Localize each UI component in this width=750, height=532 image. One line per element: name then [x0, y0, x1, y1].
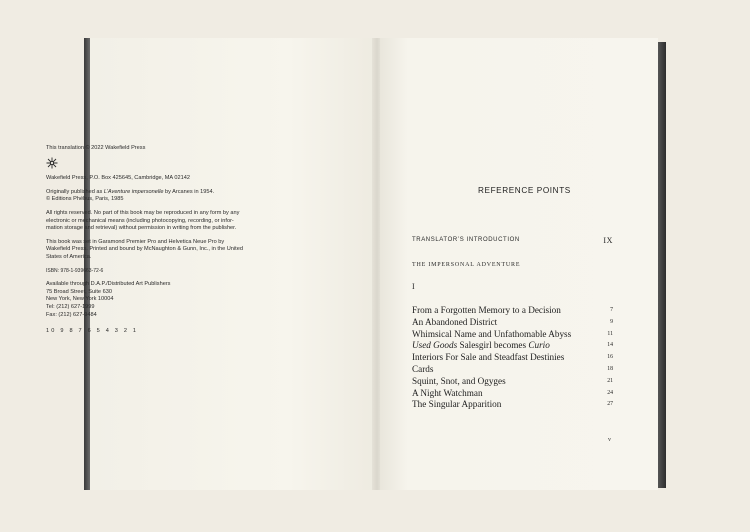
toc-entry	[412, 317, 613, 329]
toc-entry-page: 11	[607, 330, 613, 337]
toc-section-title: THE IMPERSONAL ADVENTURE	[412, 262, 521, 268]
toc-entry-page: 18	[607, 365, 613, 372]
rights-line-1: All rights reserved. No part of this book may be reproduced in any form by any	[46, 209, 240, 216]
toc-entry	[412, 305, 613, 317]
toc-entry-title: An Abandoned District	[412, 316, 498, 327]
toc-entry	[412, 388, 613, 400]
distributor-line-1: Available through D.A.P./Distributed Art Publishers	[46, 281, 171, 288]
toc-entry-title: From a Forgotten Memory to a Decision	[412, 305, 561, 315]
toc-entry-title: Cards	[412, 363, 434, 374]
toc-entry-page: 24	[607, 389, 613, 396]
toc-entry-title: Salesgirl becomes	[457, 340, 529, 351]
toc-entry-page: 7	[610, 307, 613, 313]
translation-line: This translation © 2022 Wakefield Press	[46, 145, 146, 151]
publisher-address: Wakefield Press, P.O. Box 425645, Cambridge, MA 02142	[46, 175, 190, 182]
toc-entry-page: 9	[610, 318, 613, 325]
typeset-line-2: Wakefield Press. Printed and bound by McNaughton & Gunn, Inc., in the United	[46, 246, 243, 253]
toc-intro-label: TRANSLATOR’S INTRODUCTION	[412, 237, 520, 243]
orig-prefix: Originally published as	[46, 188, 104, 195]
toc-part-number: I	[412, 282, 415, 291]
toc-entry-title: Whimsical Name and Unfathomable Abyss	[412, 328, 572, 339]
orig-suffix: by Arcanes in 1954.	[163, 188, 215, 195]
toc-entry	[412, 352, 613, 364]
rights-line-3: mation storage and retrieval) without permission in writing from the publisher.	[46, 225, 237, 232]
toc-entry-title-italic: Curio	[528, 340, 550, 351]
toc-entry-page: 27	[607, 401, 613, 408]
fax: Fax: (212) 627-9484	[46, 311, 97, 318]
toc-intro-page: IX	[603, 236, 613, 245]
isbn: ISBN: 978-1-939663-72-6	[46, 267, 104, 274]
toc-entry-page: 16	[607, 354, 613, 361]
telephone: Tel: (212) 627-1999	[46, 303, 95, 310]
toc-entry-title-italic: Used Goods	[412, 340, 458, 351]
toc-entry-title: Squint, Snot, and Ogyges	[412, 375, 506, 386]
page-folio: v	[608, 437, 611, 443]
toc-heading: REFERENCE POINTS	[478, 186, 571, 195]
right-page-edge	[658, 42, 666, 488]
typeset-line-1: This book was set in Garamond Premier Pro and Helvetica Neue Pro by	[46, 238, 225, 245]
toc-entry-page: 21	[607, 377, 613, 384]
toc-entry	[412, 399, 613, 411]
toc-entry	[412, 340, 613, 352]
toc-entry-title: A Night Watchman	[412, 387, 483, 398]
rights-line-2: electronic or mechanical means (including photocopying, recording, or infor-	[46, 217, 234, 224]
original-title: L’Aventure impersonelle	[103, 188, 164, 195]
printing-line: 10 9 8 7 6 5 4 3 2 1	[46, 328, 139, 335]
distributor-line-3: New York, New York 10004	[46, 296, 114, 303]
toc-entry-title: The Singular Apparition	[412, 399, 502, 410]
toc-entry-page: 14	[607, 342, 613, 349]
toc-entry	[412, 329, 613, 341]
toc-entry	[412, 376, 613, 388]
distributor-line-2: 75 Broad Street, Suite 630	[46, 288, 112, 295]
typeset-line-3: States of America.	[46, 253, 92, 260]
toc-entry	[412, 364, 613, 376]
wakefield-press-logo-icon	[46, 157, 276, 173]
toc-intro-row	[412, 237, 613, 243]
copyright-block	[46, 145, 276, 336]
toc-entries	[412, 305, 613, 411]
toc-entry-title: Interiors For Sale and Steadfast Destinies	[412, 352, 565, 363]
original-copyright: © Editions Phébus, Paris, 1985	[46, 196, 124, 203]
